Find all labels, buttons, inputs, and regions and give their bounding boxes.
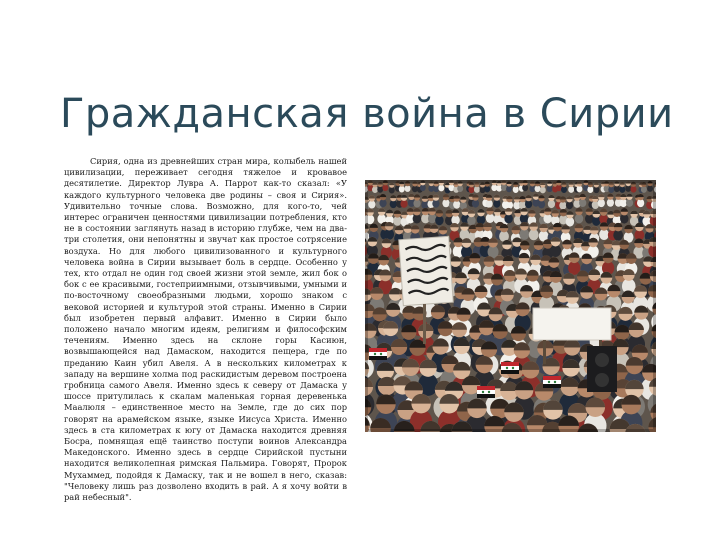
- slide-title: Гражданская война в Сирии: [60, 91, 674, 137]
- crowd-photo: [365, 180, 656, 432]
- crowd-photo-image: [365, 180, 656, 432]
- slide-body-text: Сирия, одна из древнейших стран мира, колыбель нашей цивилизации, переживает сегодня тяжелое и кровавое десятилетие. Директор Лувра А. Паррот как-то сказал: «У каждого культурного человека две родины – своя и Сирия». Удивительно точные слова. Возможно, для кого-то, чей интерес ограничен ценностями цивилизации потребления, кто не в состоянии заглянуть назад в историю глубже, чем на два-три столетия, они непонятны и звучат как простое сотрясение воздуха. Но для любого цивилизованного и культурного человека война в Сирии вызывает боль в сердце. Особенно у тех, кто отдал не один год своей жизни этой земле, жил бок о бок с ее красивыми, гостеприимными, отзывчивыми, умными и по-восточному своеобразными людьми, хорошо знаком с вековой историей и культурой этой страны. Именно в Сирии был изобретен первый алфавит. Именно в Сирии было положено начало многим идеям, религиям и философским течениям. Именно здесь на склоне горы Касиюн, возвышающейся над Дамаском, находится пещера, где по преданию Каин убил Авеля. А в нескольких километрах к западу на вершине холма под раскидистым деревом построена гробница самого Авеля. Именно здесь к северу от Дамаска у шоссе притулилась к скалам маленькая горная деревенька Маалюля – единственное место на Земле, где до сих пор говорят на арамейском языке, языке Иисуса Христа. Именно здесь в ста километрах к югу от Дамаска находится древняя Босра, помнящая ещё таинство поступи воинов Александра Македонского. Именно здесь в сердце Сирийской пустыни находится великолепная римская Пальмира. Говорят, Пророк Мухаммед, подойдя к Дамаску, так и не вошел в него, сказав: "Человеку лишь раз дозволено входить в рай. А я хочу войти в рай небесный".: [64, 156, 347, 503]
